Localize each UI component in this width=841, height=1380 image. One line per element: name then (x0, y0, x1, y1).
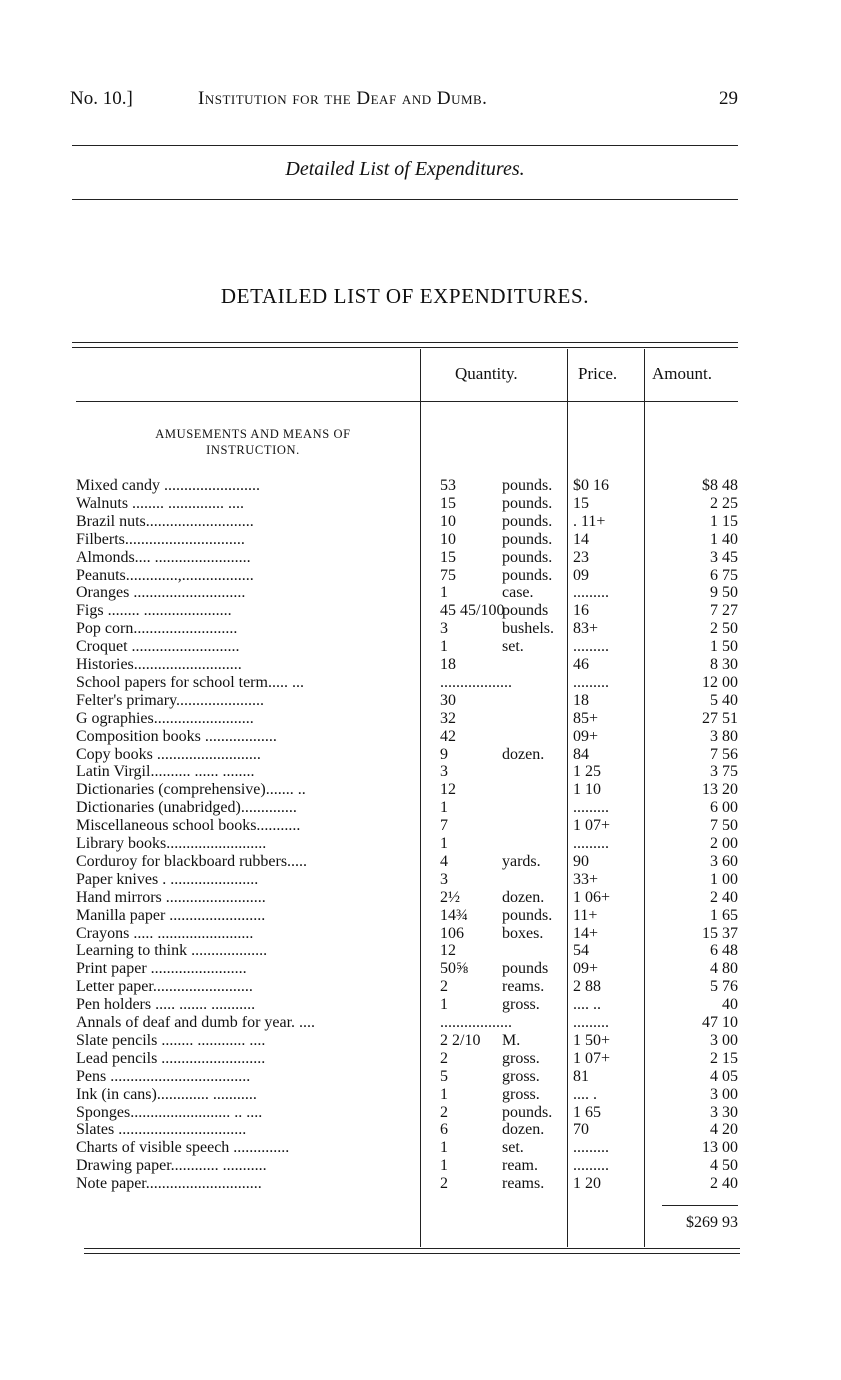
price-cell: 2 88 (573, 978, 601, 996)
quantity-cell: 2 (440, 1049, 448, 1067)
table-row (0, 1050, 841, 1068)
unit-cell: pounds. (502, 548, 553, 566)
table-row (0, 853, 841, 871)
quantity-cell: 2 (440, 1103, 448, 1121)
item-name: Walnuts ........ .............. .... (76, 494, 245, 512)
table-row (0, 1157, 841, 1175)
quantity-cell: 6 (440, 1121, 448, 1139)
price-cell: ......... (573, 799, 609, 817)
unit-cell: pounds (502, 602, 549, 620)
price-cell: 1 20 (573, 1175, 601, 1193)
amount-cell: 7 27 (710, 602, 738, 620)
price-cell: 1 25 (573, 763, 601, 781)
table-row (0, 835, 841, 853)
item-name: Corduroy for blackboard rubbers..... (76, 852, 308, 870)
table-row (0, 620, 841, 638)
table-row (0, 513, 841, 531)
item-name: Annals of deaf and dumb for year. .... (76, 1014, 316, 1031)
table-row (0, 996, 841, 1014)
table-row (0, 871, 841, 889)
quantity-column-header: Quantity. (455, 364, 518, 383)
amount-cell: 6 48 (710, 942, 738, 960)
running-title: Detailed List of Expenditures. (285, 158, 525, 180)
table-row (0, 746, 841, 764)
price-cell: 54 (573, 942, 589, 960)
unit-cell: pounds. (502, 1103, 553, 1121)
item-name: Figs ........ ...................... (76, 602, 232, 620)
item-name: Croquet ........................... (76, 638, 240, 656)
price-cell: 1 07+ (573, 817, 611, 835)
amount-cell: 1 65 (710, 906, 738, 924)
item-name: Peanuts.............,.................. (76, 566, 254, 584)
table-row (0, 602, 841, 620)
amount-cell: 40 (722, 996, 738, 1014)
quantity-cell: 10 (440, 530, 456, 548)
quantity-cell: 14¾ (440, 906, 468, 924)
amount-cell: 15 37 (702, 924, 738, 942)
table-row (0, 817, 841, 835)
page-number: 29 (719, 88, 738, 109)
price-cell: 85+ (573, 709, 599, 727)
quantity-cell: 1 (440, 584, 448, 602)
quantity-cell: 1 (440, 1157, 448, 1175)
item-name: Pen holders ..... ....... ........... (76, 996, 256, 1014)
amount-cell: $8 48 (702, 477, 738, 494)
unit-cell: set. (502, 1139, 524, 1157)
table-row (0, 549, 841, 567)
table-row (0, 567, 841, 585)
table-row (0, 925, 841, 943)
amount-cell: 2 50 (710, 620, 738, 638)
quantity-cell: 12 (440, 942, 456, 960)
table-row (0, 728, 841, 746)
amount-cell: 9 50 (710, 584, 738, 602)
unit-cell: yards. (502, 852, 541, 870)
price-cell: ......... (573, 638, 609, 656)
quantity-cell: 7 (440, 817, 448, 835)
amount-cell: 4 05 (710, 1067, 738, 1085)
table-row (0, 1139, 841, 1157)
price-cell: 46 (573, 656, 589, 673)
amount-cell: 4 20 (710, 1121, 738, 1139)
price-cell: 14 (573, 530, 589, 548)
item-name: Crayons ..... ........................ (76, 924, 254, 942)
item-name: Note paper............................. (76, 1175, 262, 1193)
quantity-cell: 3 (440, 870, 448, 888)
item-name: Brazil nuts........................... (76, 512, 254, 530)
item-name: Learning to think ................... (76, 942, 268, 960)
table-row (0, 674, 841, 692)
table-row (0, 781, 841, 799)
unit-cell: M. (502, 1031, 521, 1049)
item-name: Charts of visible speech .............. (76, 1139, 290, 1157)
price-cell: 84 (573, 745, 589, 763)
unit-cell: ream. (502, 1157, 538, 1175)
price-cell: ......... (573, 835, 609, 852)
item-name: Ink (in cans)............. ........... (76, 1085, 257, 1103)
price-cell: 09+ (573, 960, 599, 978)
item-name: Almonds.... ........................ (76, 548, 251, 566)
quantity-cell: 42 (440, 727, 456, 745)
quantity-cell: 9 (440, 745, 448, 763)
quantity-cell: 15 (440, 548, 456, 566)
price-cell: 33+ (573, 870, 599, 888)
quantity-cell: 1 (440, 1085, 448, 1103)
table-row (0, 477, 841, 495)
table-row (0, 1086, 841, 1104)
quantity-cell: 12 (440, 781, 456, 799)
total-rule (662, 1205, 738, 1206)
quantity-cell: 1 (440, 799, 448, 817)
item-name: Library books......................... (76, 835, 267, 852)
amount-cell: 2 15 (710, 1049, 738, 1067)
item-name: Letter paper......................... (76, 978, 253, 996)
amount-cell: 3 45 (710, 548, 738, 566)
price-cell: .... . (573, 1085, 597, 1103)
quantity-cell: 53 (440, 477, 456, 494)
price-cell: 15 (573, 494, 589, 512)
unit-cell: boxes. (502, 924, 544, 942)
unit-cell: pounds. (502, 906, 553, 924)
section-heading: AMUSEMENTS AND MEANS OF INSTRUCTION. (155, 427, 351, 457)
item-name: G ographies......................... (76, 709, 254, 727)
item-name: School papers for school term..... ... (76, 673, 304, 691)
amount-cell: 2 25 (710, 494, 738, 512)
price-cell: ......... (573, 584, 609, 602)
document-number: No. 10.] (70, 88, 133, 109)
item-name: Oranges ............................ (76, 584, 246, 602)
unit-cell: pounds. (502, 494, 553, 512)
amount-cell: 4 50 (710, 1157, 738, 1175)
item-name: Filberts.............................. (76, 530, 245, 548)
price-cell: 70 (573, 1121, 589, 1139)
unit-cell: pounds. (502, 512, 553, 530)
quantity-cell: 30 (440, 691, 456, 709)
unit-cell: pounds. (502, 477, 553, 494)
grand-total: $269 93 (686, 1214, 738, 1231)
quantity-cell: 3 (440, 620, 448, 638)
price-cell: . 11+ (573, 512, 606, 530)
table-row (0, 1014, 841, 1032)
price-cell: $0 16 (573, 477, 609, 494)
unit-cell: gross. (502, 996, 540, 1014)
quantity-cell: 32 (440, 709, 456, 727)
table-row (0, 942, 841, 960)
price-cell: ......... (573, 1014, 609, 1031)
amount-cell: 3 80 (710, 727, 738, 745)
table-row (0, 1121, 841, 1139)
table-row (0, 1175, 841, 1193)
quantity-cell: 1 (440, 1139, 448, 1157)
amount-cell: 7 56 (710, 745, 738, 763)
amount-cell: 3 75 (710, 763, 738, 781)
price-cell: 1 50+ (573, 1031, 611, 1049)
quantity-cell: .................. (440, 673, 512, 691)
unit-cell: gross. (502, 1067, 540, 1085)
amount-cell: 3 60 (710, 852, 738, 870)
table-row (0, 1104, 841, 1122)
price-cell: 1 07+ (573, 1049, 611, 1067)
header-bottom-rule (76, 401, 738, 402)
table-row (0, 638, 841, 656)
amount-cell: 7 50 (710, 817, 738, 835)
table-top-rule-inner (72, 347, 738, 348)
table-row (0, 960, 841, 978)
quantity-cell: 2½ (440, 888, 460, 906)
item-name: Copy books .......................... (76, 745, 261, 763)
item-name: Miscellaneous school books........... (76, 817, 301, 835)
item-name: Histories........................... (76, 656, 242, 673)
amount-cell: 1 15 (710, 512, 738, 530)
amount-cell: 6 75 (710, 566, 738, 584)
table-bottom-rule-inner (84, 1253, 740, 1254)
price-cell: .... .. (573, 996, 601, 1014)
unit-cell: dozen. (502, 888, 545, 906)
item-name: Drawing paper............ ........... (76, 1157, 267, 1175)
table-row (0, 692, 841, 710)
price-cell: 1 10 (573, 781, 601, 799)
item-name: Slates ................................ (76, 1121, 247, 1139)
amount-cell: 3 30 (710, 1103, 738, 1121)
price-cell: 14+ (573, 924, 599, 942)
unit-cell: dozen. (502, 745, 545, 763)
item-name: Felter's primary...................... (76, 691, 265, 709)
quantity-cell: 10 (440, 512, 456, 530)
price-cell: 1 06+ (573, 888, 611, 906)
table-row (0, 584, 841, 602)
table-row (0, 1032, 841, 1050)
quantity-cell: 75 (440, 566, 456, 584)
item-name: Dictionaries (unabridged).............. (76, 799, 297, 817)
price-cell: 09+ (573, 727, 599, 745)
unit-cell: pounds. (502, 566, 553, 584)
price-cell: 23 (573, 548, 589, 566)
table-row (0, 495, 841, 513)
unit-cell: gross. (502, 1085, 540, 1103)
amount-cell: 13 20 (702, 781, 738, 799)
price-column-header: Price. (578, 364, 618, 383)
table-row (0, 978, 841, 996)
item-name: Pop corn.......................... (76, 620, 238, 638)
amount-cell: 2 00 (710, 835, 738, 852)
quantity-cell: 106 (440, 924, 464, 942)
quantity-cell: 1 (440, 638, 448, 656)
price-cell: ......... (573, 1157, 609, 1175)
quantity-cell: .................. (440, 1014, 512, 1031)
amount-cell: 2 40 (710, 1175, 738, 1193)
item-name: Latin Virgil.......... ...... ........ (76, 763, 255, 781)
price-cell: 83+ (573, 620, 599, 638)
table-top-rule (72, 342, 738, 343)
page-title: DETAILED LIST OF EXPENDITURES. (220, 284, 590, 308)
unit-cell: reams. (502, 978, 545, 996)
quantity-cell: 1 (440, 835, 448, 852)
price-cell: 11+ (573, 906, 598, 924)
amount-cell: 3 00 (710, 1031, 738, 1049)
price-cell: ......... (573, 1139, 609, 1157)
amount-cell: 27 51 (702, 709, 738, 727)
quantity-cell: 4 (440, 852, 448, 870)
item-name: Manilla paper ........................ (76, 906, 266, 924)
price-cell: 18 (573, 691, 589, 709)
unit-cell: bushels. (502, 620, 554, 638)
table-row (0, 656, 841, 674)
price-cell: 81 (573, 1067, 589, 1085)
item-name: Slate pencils ........ ............ .... (76, 1031, 266, 1049)
amount-cell: 1 00 (710, 870, 738, 888)
item-name: Paper knives . ...................... (76, 870, 259, 888)
quantity-cell: 45 45/100 (440, 602, 505, 620)
table-row (0, 907, 841, 925)
item-name: Pens ................................... (76, 1067, 251, 1085)
quantity-cell: 50⅝ (440, 960, 468, 978)
amount-cell: 1 40 (710, 530, 738, 548)
amount-cell: 5 40 (710, 691, 738, 709)
amount-cell: 8 30 (710, 656, 738, 673)
table-row (0, 531, 841, 549)
quantity-cell: 2 (440, 978, 448, 996)
item-name: Composition books .................. (76, 727, 277, 745)
amount-cell: 12 00 (702, 673, 738, 691)
amount-cell: 2 40 (710, 888, 738, 906)
item-name: Hand mirrors ......................... (76, 888, 266, 906)
item-name: Mixed candy ........................ (76, 477, 260, 494)
amount-cell: 3 00 (710, 1085, 738, 1103)
table-bottom-rule (84, 1248, 740, 1249)
amount-cell: 1 50 (710, 638, 738, 656)
quantity-cell: 2 (440, 1175, 448, 1193)
quantity-cell: 15 (440, 494, 456, 512)
table-row (0, 799, 841, 817)
quantity-cell: 2 2/10 (440, 1031, 481, 1049)
price-cell: 09 (573, 566, 589, 584)
amount-cell: 47 10 (702, 1014, 738, 1031)
item-name: Dictionaries (comprehensive)....... .. (76, 781, 306, 799)
amount-cell: 5 76 (710, 978, 738, 996)
item-name: Sponges......................... .. .... (76, 1103, 263, 1121)
institution-name: Institution for the Deaf and Dumb. (198, 88, 488, 109)
unit-cell: set. (502, 638, 524, 656)
unit-cell: pounds (502, 960, 549, 978)
price-cell: ......... (573, 673, 609, 691)
quantity-cell: 5 (440, 1067, 448, 1085)
item-name: Lead pencils .......................... (76, 1049, 266, 1067)
table-row (0, 710, 841, 728)
unit-cell: gross. (502, 1049, 540, 1067)
price-cell: 90 (573, 852, 589, 870)
table-row (0, 763, 841, 781)
amount-column-header: Amount. (652, 364, 712, 383)
unit-cell: reams. (502, 1175, 545, 1193)
amount-cell: 4 80 (710, 960, 738, 978)
unit-cell: pounds. (502, 530, 553, 548)
quantity-cell: 18 (440, 656, 456, 673)
quantity-cell: 1 (440, 996, 448, 1014)
price-cell: 16 (573, 602, 589, 620)
price-cell: 1 65 (573, 1103, 601, 1121)
quantity-cell: 3 (440, 763, 448, 781)
unit-cell: case. (502, 584, 534, 602)
item-name: Print paper ........................ (76, 960, 247, 978)
unit-cell: dozen. (502, 1121, 545, 1139)
amount-cell: 13 00 (702, 1139, 738, 1157)
amount-cell: 6 00 (710, 799, 738, 817)
table-row (0, 1068, 841, 1086)
table-row (0, 889, 841, 907)
